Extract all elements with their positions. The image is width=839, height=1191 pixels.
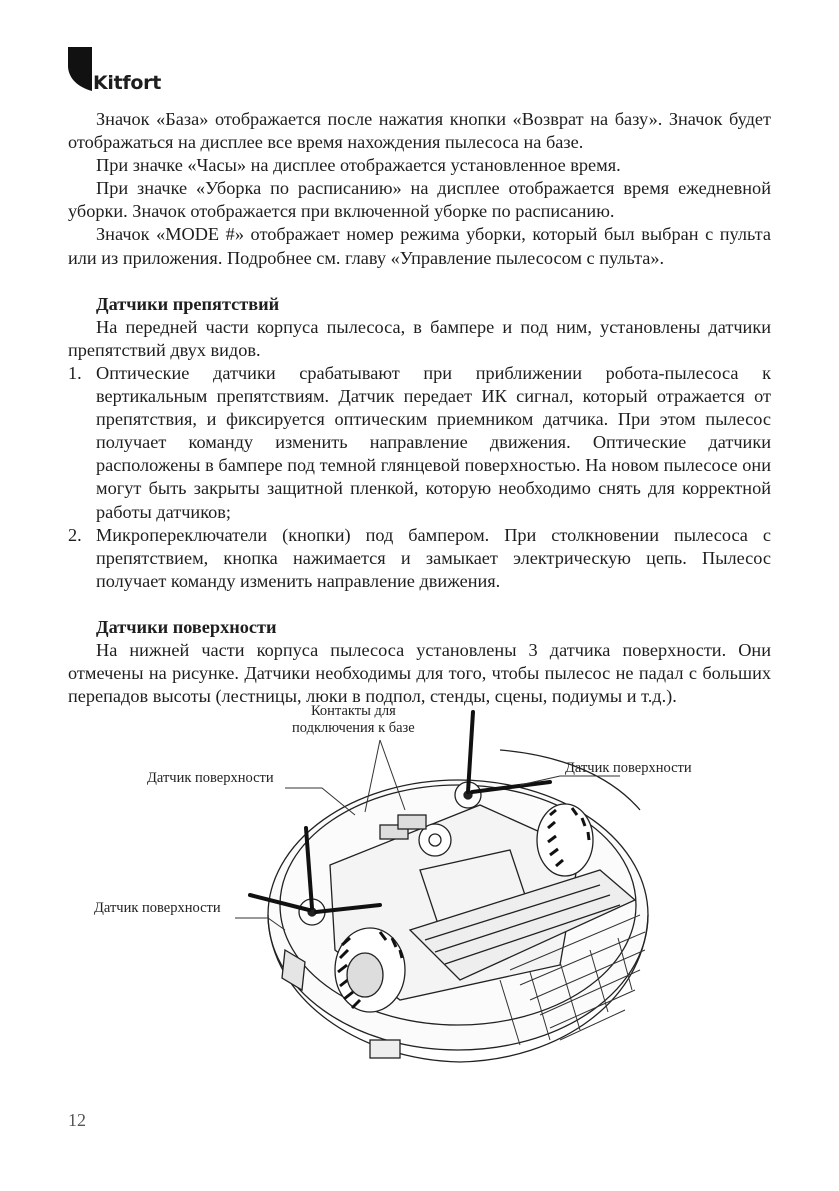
obstacle-sensor-list <box>68 362 771 593</box>
page-content <box>68 108 771 708</box>
paragraph-clock-icon: При значке «Часы» на дисплее отображается установленное время. <box>96 155 621 176</box>
label-contacts-line1: Контакты для <box>310 703 396 719</box>
list-text: Оптические датчики срабатывают при приближении робота-пылесоса к вертикальным препятствиям. Датчик передает ИК сигнал, который отражается от препятствия, и фиксируется оптическим приемником датчика. При этом пылесос получает команду изменить направление движения. Оптические датчики расположены в бампере под темной глянцевой поверхностью. На новом пылесосе они могут быть закрыты защитной пленкой, которую необходимо снять для корректной работы датчиков; <box>96 362 771 522</box>
brand-name: Kitfort <box>93 72 161 94</box>
robot-underside-figure <box>80 700 760 1095</box>
paragraph-surface-sensors: На нижней части корпуса пылесоса установлены 3 датчика поверхности. Они отмечены на рисунке. Датчики необходимы для того, чтобы пылесос не падал с больших перепадов высоты (лестницы, люки в подпол, стенды, сцены, подиумы и т.д.). <box>68 639 771 707</box>
label-contacts-line2: подключения к базе <box>292 720 415 736</box>
label-surface-sensor-right: Датчик поверхности <box>565 760 692 776</box>
heading-obstacle-sensors: Датчики препятствий <box>96 293 280 314</box>
paragraph-schedule-icon: При значке «Уборка по расписанию» на дисплее отображается время ежедневной уборки. Значок отображается при включенной уборке по расписанию. <box>68 178 771 222</box>
paragraph-mode-icon: Значок «MODE #» отображает номер режима уборки, который был выбран с пульта или из приложения. Подробнее см. главу «Управление пылесосом с пульта». <box>68 224 771 268</box>
page-number: 12 <box>68 1110 86 1130</box>
label-surface-sensor-left-bottom: Датчик поверхности <box>94 900 221 916</box>
list-number: 1. <box>68 362 82 383</box>
list-number: 2. <box>68 524 82 545</box>
paragraph-base-icon: Значок «База» отображается после нажатия кнопки «Возврат на базу». Значок будет отображаться на дисплее все время нахождения пылесоса на базе. <box>68 109 771 153</box>
list-item <box>68 524 771 593</box>
label-surface-sensor-left-top: Датчик поверхности <box>147 770 274 786</box>
heading-surface-sensors: Датчики поверхности <box>96 616 277 637</box>
list-item <box>68 362 771 524</box>
label-contacts <box>292 703 415 737</box>
paragraph-obstacle-intro: На передней части корпуса пылесоса, в бампере и под ним, установлены датчики препятствий двух видов. <box>68 316 771 360</box>
kitfort-mark-icon <box>68 47 92 91</box>
brand-logo <box>68 47 161 94</box>
list-text: Микропереключатели (кнопки) под бампером. При столкновении пылесоса с препятствием, кнопка нажимается и замыкает электрическую цепь. Пылесос получает команду изменить направление движения. <box>96 524 771 591</box>
